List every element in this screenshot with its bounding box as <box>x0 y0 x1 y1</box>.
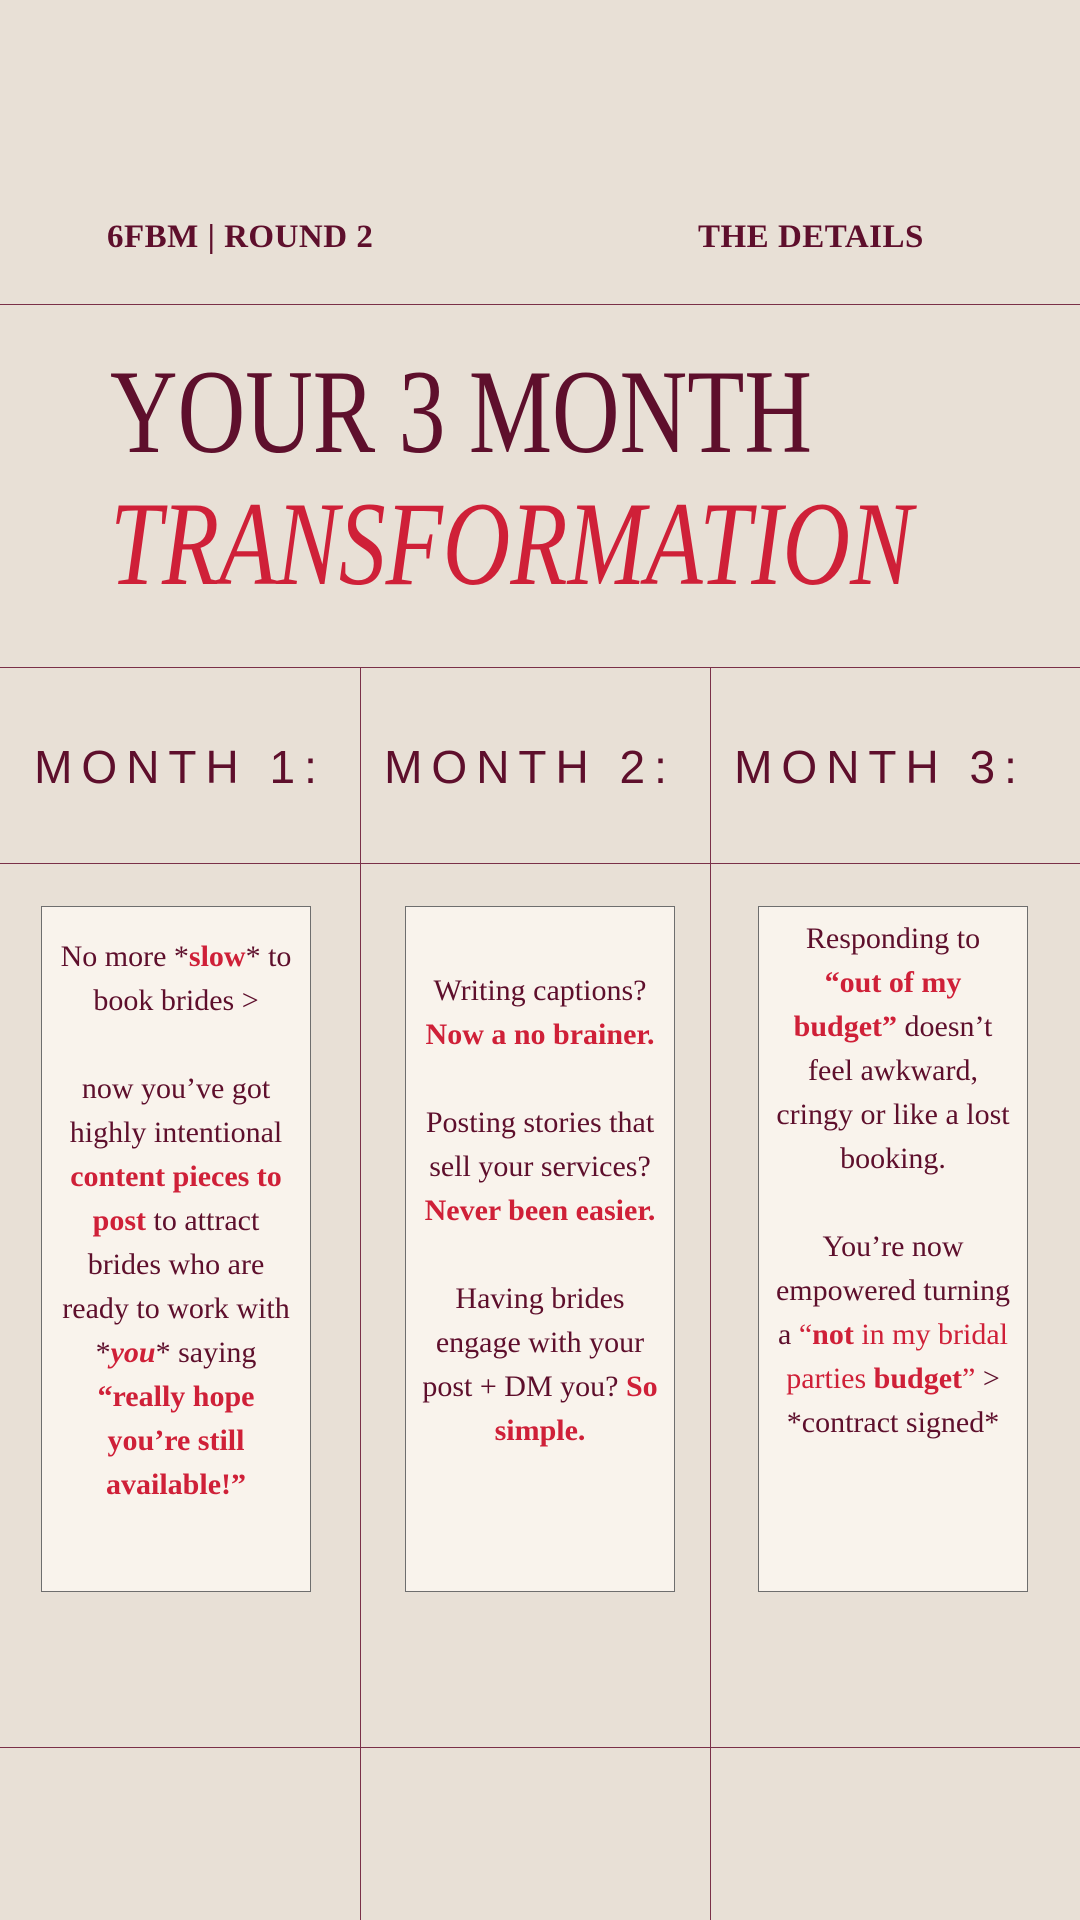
month-1-paragraph-2 <box>42 1067 310 1507</box>
text-segment: > *contract signed* <box>786 1362 1000 1439</box>
page-title-line-2: TRANSFORMATION <box>110 477 913 610</box>
divider-title <box>0 667 1080 668</box>
divider-month-labels <box>0 863 1080 864</box>
month-3-card <box>758 906 1028 1592</box>
month-2-paragraph-3 <box>406 1277 674 1453</box>
highlight-text: Never been easier. <box>424 1194 656 1227</box>
month-1-card <box>41 906 311 1592</box>
highlight-text: in my bridal parties <box>786 1318 1008 1395</box>
month-2-paragraph-2 <box>406 1101 674 1233</box>
header-program-label: 6FBM | ROUND 2 <box>107 219 374 255</box>
highlight-text: not <box>812 1318 854 1351</box>
column-divider-1 <box>360 667 361 1920</box>
month-1-paragraph-1 <box>42 935 310 1023</box>
text-segment: to attract brides who are ready to work with * <box>62 1204 290 1369</box>
highlight-text: Now a no brainer. <box>425 1018 655 1051</box>
text-segment: now you’ve got highly intentional <box>69 1072 283 1149</box>
highlight-quote: “really hope you’re still available!” <box>97 1380 255 1501</box>
highlight-text: So simple. <box>494 1370 658 1447</box>
text-segment: doesn’t feel awkward, cringy or like a lost booking. <box>776 1010 1010 1175</box>
month-3-label: MONTH 3: <box>734 741 1026 793</box>
month-2-label: MONTH 2: <box>384 741 676 793</box>
highlight-text: you <box>110 1336 156 1369</box>
text-segment: Posting stories that sell your services? <box>425 1106 655 1183</box>
divider-bottom <box>0 1747 1080 1748</box>
text-segment: No more * <box>60 940 189 973</box>
highlight-text: content pieces to post <box>70 1160 282 1237</box>
highlight-text: “ <box>798 1318 813 1351</box>
header-section-label: THE DETAILS <box>698 219 924 255</box>
text-segment: Having brides engage with your post + DM you? <box>422 1282 645 1403</box>
highlight-quote: “out of my budget” <box>793 966 962 1043</box>
month-1-label: MONTH 1: <box>34 741 326 793</box>
text-segment: You’re now empowered turning a <box>775 1230 1011 1351</box>
highlight-text: budget <box>873 1362 963 1395</box>
column-divider-2 <box>710 667 711 1920</box>
text-segment: Writing captions? <box>433 974 647 1007</box>
month-2-card <box>405 906 675 1592</box>
divider-header <box>0 304 1080 305</box>
highlight-text: ” <box>962 1362 976 1395</box>
month-3-paragraph-2 <box>759 1225 1027 1445</box>
text-segment: Responding to <box>805 922 981 955</box>
highlight-text: slow <box>188 940 246 973</box>
month-2-paragraph-1 <box>406 969 674 1057</box>
text-segment: * saying <box>155 1336 257 1369</box>
month-3-paragraph-1 <box>759 917 1027 1181</box>
text-segment: * to book brides > <box>93 940 292 1017</box>
page-title-line-1: YOUR 3 MONTH <box>110 345 812 478</box>
